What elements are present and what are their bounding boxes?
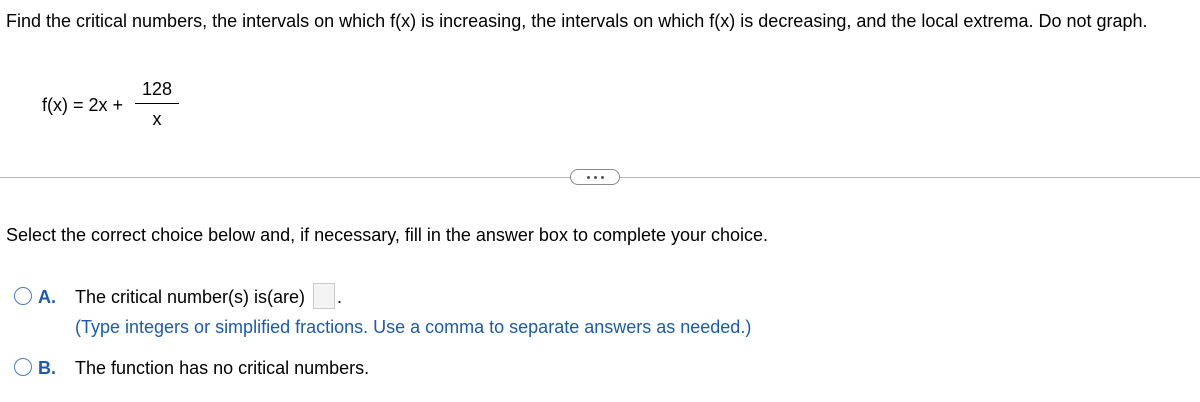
fraction-numerator: 128 — [141, 79, 173, 99]
formula-lhs: f(x) = 2x + — [42, 95, 124, 115]
choice-a-text-line — [75, 284, 342, 310]
instruction-text: Select the correct choice below and, if necessary, fill in the answer box to complete your choice. — [6, 225, 769, 245]
critical-numbers-answer-box[interactable] — [313, 283, 335, 309]
radio-choice-a[interactable] — [14, 287, 32, 305]
radio-choice-b[interactable] — [14, 358, 32, 376]
choice-a-label: The critical number(s) is(are) — [75, 287, 306, 307]
ellipsis-icon — [594, 176, 597, 179]
formula-fraction — [135, 78, 179, 130]
choice-b-letter: B. — [38, 358, 56, 378]
choice-a-period: . — [337, 287, 343, 307]
ellipsis-icon — [587, 176, 590, 179]
choice-b-label: The function has no critical numbers. — [75, 358, 370, 378]
ellipsis-icon — [601, 176, 604, 179]
choice-a-hint: (Type integers or simplified fractions. Use a comma to separate answers as needed.) — [75, 317, 752, 337]
expand-more-button[interactable] — [570, 169, 620, 185]
question-text: Find the critical numbers, the intervals on which f(x) is increasing, the intervals on which f(x) is decreasing, and the local extrema. Do not graph. — [6, 11, 1148, 31]
fraction-bar — [135, 103, 179, 104]
choice-a-letter: A. — [38, 287, 56, 307]
fraction-denominator: x — [152, 109, 162, 129]
